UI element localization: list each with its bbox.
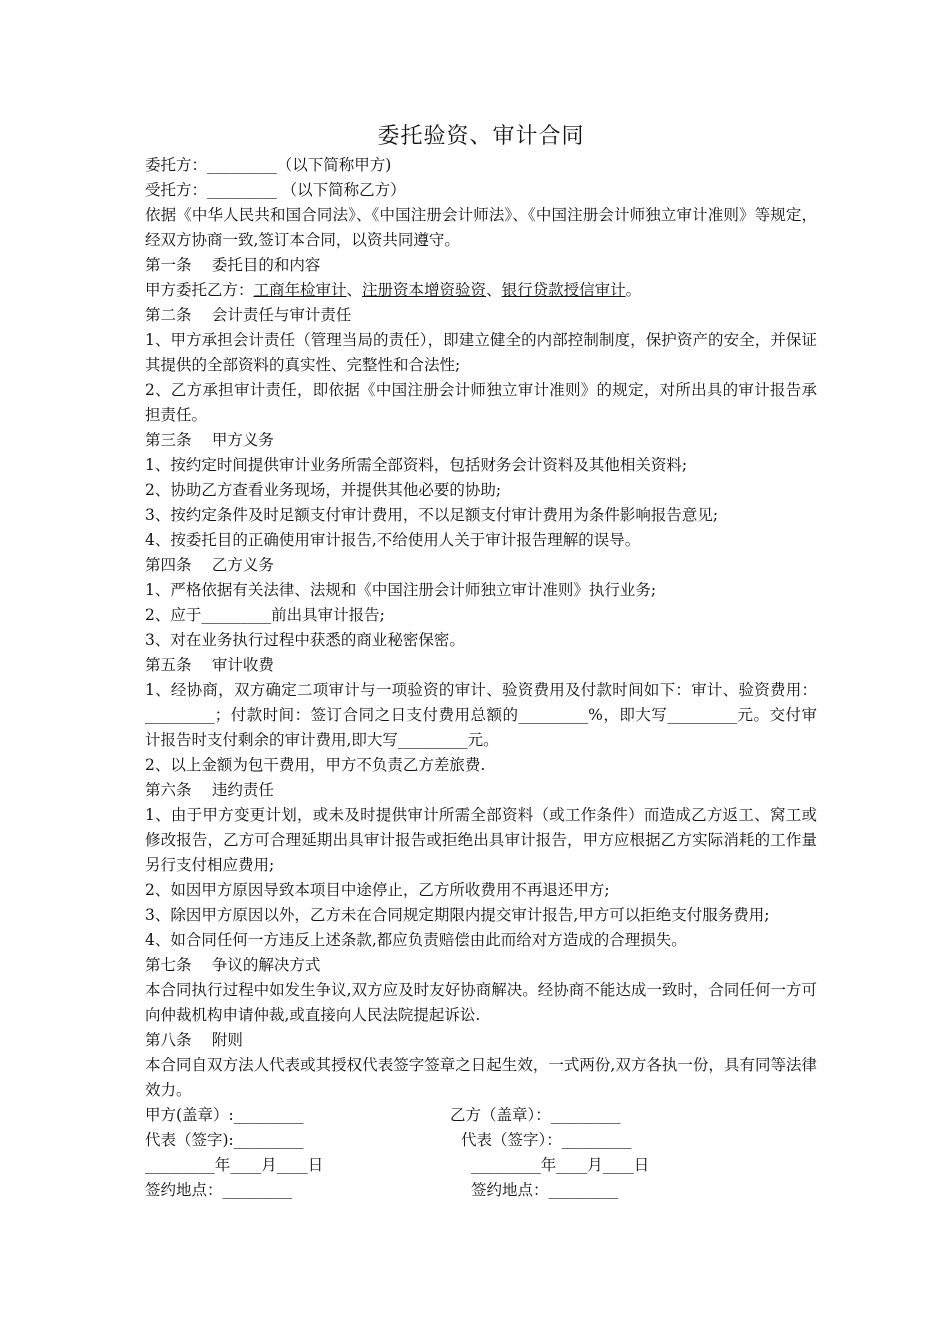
preamble: 依据《中华人民共和国合同法》、《中国注册会计师法》、《中国注册会计师独立审计准则》等规定，经双方协商一致,签订本合同，以资共同遵守。 bbox=[145, 206, 817, 249]
article3-heading: 第三条 甲方义务 bbox=[145, 431, 274, 449]
article3-clause: 2、协助乙方查看业务现场，并提供其他必要的协助; bbox=[145, 481, 502, 499]
document-title: 委托验资、审计合同 bbox=[377, 124, 585, 149]
article2-heading: 第二条 会计责任与审计责任 bbox=[145, 306, 352, 324]
party-b-date: _________年____月____日 bbox=[471, 1156, 650, 1174]
party-b-signing-place: 签约地点：_________ bbox=[471, 1181, 619, 1199]
party-a-date: _________年____月____日 bbox=[145, 1156, 324, 1174]
article5-clause: 2、以上金额为包干费用，甲方不负责乙方差旅费. bbox=[145, 756, 486, 774]
article3-clause: 3、按约定条件及时足额支付审计费用，不以足额支付审计费用为条件影响报告意见; bbox=[145, 506, 719, 524]
signature-row-party bbox=[145, 1103, 817, 1128]
article1-heading: 第一条 委托目的和内容 bbox=[145, 256, 321, 274]
article1-separator: 、 bbox=[486, 281, 502, 299]
party-a-representative: 代表（签字):_________ bbox=[145, 1131, 304, 1149]
article5-clause: 1、经协商，双方确定二项审计与一项验资的审计、验资费用及付款时间如下：审计、验资费用：_________；付款时间：签订合同之日支付费用总额的_________%，即大写_________元。交付审计报告时支付剩余的审计费用,即大写_________元。 bbox=[145, 681, 817, 749]
signature-row-date bbox=[145, 1153, 817, 1178]
article6-heading: 第六条 违约责任 bbox=[145, 781, 274, 799]
article6-clause: 3、除因甲方原因以外，乙方未在合同规定期限内提交审计报告,甲方可以拒绝支付服务费用; bbox=[145, 906, 770, 924]
party-a-seal: 甲方(盖章）:_________ bbox=[145, 1106, 304, 1124]
article2-clause: 1、甲方承担会计责任（管理当局的责任），即建立健全的内部控制制度，保护资产的安全，并保证其提供的全部资料的真实性、完整性和合法性; bbox=[145, 331, 817, 374]
article6-clause: 4、如合同任何一方违反上述条款,都应负责赔偿由此而给对方造成的合理损失。 bbox=[145, 931, 687, 949]
signature-row-representative bbox=[145, 1128, 817, 1153]
article5-heading: 第五条 审计收费 bbox=[145, 656, 274, 674]
article4-clause: 3、对在业务执行过程中获悉的商业秘密保密。 bbox=[145, 631, 465, 649]
article1-separator: 、 bbox=[346, 281, 363, 299]
article1-item-capital-verification: 注册资本增资验资 bbox=[362, 281, 487, 299]
article1-content bbox=[145, 278, 817, 303]
party-a-signing-place: 签约地点：_________ bbox=[145, 1181, 293, 1199]
contractor-party-line: 受托方：_________ （以下简称乙方） bbox=[145, 181, 406, 199]
article2-clause: 2、乙方承担审计责任，即依据《中国注册会计师独立审计准则》的规定，对所出具的审计报告承担责任。 bbox=[145, 381, 817, 424]
article7-heading: 第七条 争议的解决方式 bbox=[145, 956, 321, 974]
party-b-representative: 代表（签字）：_________ bbox=[461, 1131, 632, 1149]
party-b-seal: 乙方（盖章）：_________ bbox=[450, 1106, 621, 1124]
article6-clause: 2、如因甲方原因导致本项目中途停止，乙方所收费用不再退还甲方; bbox=[145, 881, 610, 899]
article1-item-annual-audit: 工商年检审计 bbox=[253, 281, 347, 299]
article8-clause: 本合同自双方法人代表或其授权代表签字签章之日起生效，一式两份,双方各执一份，具有同等法律效力。 bbox=[145, 1056, 817, 1099]
article4-clause: 2、应于_________前出具审计报告; bbox=[145, 606, 385, 624]
article1-end: 。 bbox=[625, 281, 642, 299]
article3-clause: 4、按委托目的正确使用审计报告,不给使用人关于审计报告理解的误导。 bbox=[145, 531, 641, 549]
signature-row-place bbox=[145, 1178, 817, 1203]
article6-clause: 1、由于甲方变更计划，或未及时提供审计所需全部资料（或工作条件）而造成乙方返工、窝工或修改报告，乙方可合理延期出具审计报告或拒绝出具审计报告，甲方应根据乙方实际消耗的工作量另行支付相应费用; bbox=[145, 806, 817, 874]
article8-heading: 第八条 附则 bbox=[145, 1031, 243, 1049]
article4-heading: 第四条 乙方义务 bbox=[145, 556, 274, 574]
article7-clause: 本合同执行过程中如发生争议,双方应及时友好协商解决。经协商不能达成一致时，合同任何一方可向仲裁机构申请仲裁,或直接向人民法院提起诉讼. bbox=[145, 981, 817, 1024]
contract-body bbox=[145, 122, 817, 1203]
article1-lead: 甲方委托乙方： bbox=[145, 281, 254, 299]
client-party-line: 委托方：_________（以下简称甲方) bbox=[145, 156, 392, 174]
article4-clause: 1、严格依据有关法律、法规和《中国注册会计师独立审计准则》执行业务; bbox=[145, 581, 657, 599]
article1-item-bank-credit-audit: 银行贷款授信审计 bbox=[501, 281, 626, 299]
article3-clause: 1、按约定时间提供审计业务所需全部资料，包括财务会计资料及其他相关资料; bbox=[145, 456, 688, 474]
